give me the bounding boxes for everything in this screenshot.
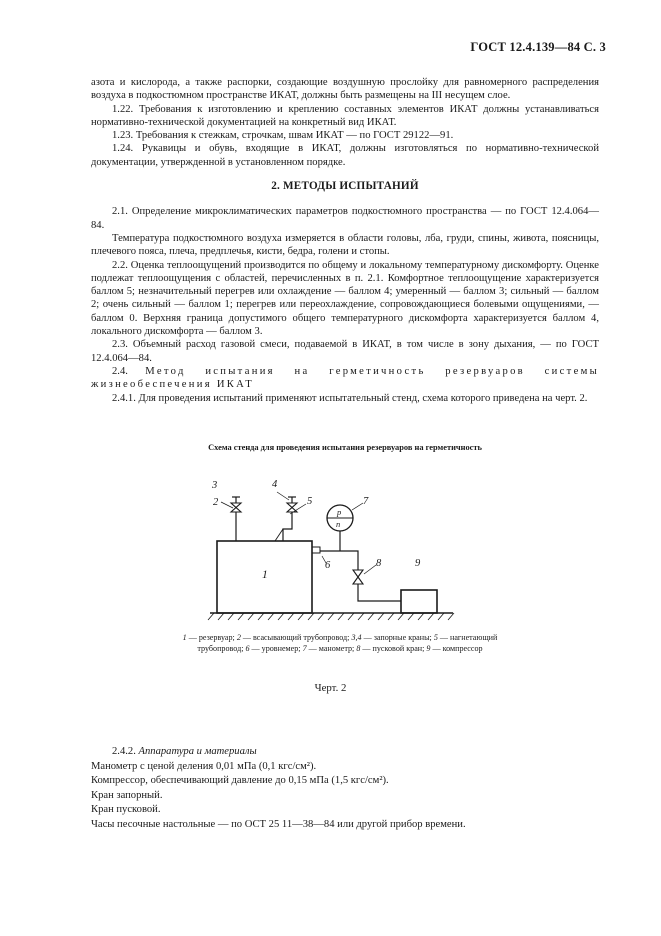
label-2: 2 [213, 497, 219, 508]
equipment-heading: 2.4.2. Аппаратура и материалы [112, 746, 257, 757]
section-title: 2. МЕТОДЫ ИСПЫТАНИЙ [271, 180, 419, 193]
label-4: 4 [272, 479, 278, 490]
paragraph-2-4-title: Метод испытания на герметичность резервуаров системы жизнеобеспечения ИКАТ [91, 365, 599, 391]
equipment-line: Часы песочные настольные — по ОСТ 25 11—38—84 или другой прибор времени. [91, 818, 466, 830]
label-1: 1 [262, 569, 268, 581]
figure-legend [170, 632, 510, 655]
label-7: 7 [363, 496, 369, 507]
paragraph-1-24: 1.24. Рукавицы и обувь, входящие в ИКАТ, должны изготовляться по нормативно-технической документации, утвержденной в установленном порядке. [91, 143, 599, 168]
equipment-line: Манометр с ценой деления 0,01 мПа (0,1 кгс/см²). [91, 760, 317, 772]
legend-item: 9 — компрессор [426, 644, 483, 654]
legend-item: 3,4 — запорные краны; [351, 633, 434, 642]
gauge-label-top: p [337, 507, 342, 517]
equipment-line: Компрессор, обеспечивающий давление до 0,15 мПа (1,5 кгс/см²). [91, 775, 389, 787]
figure-caption: Черт. 2 [314, 682, 347, 694]
legend-item: 7 — манометр; [302, 644, 357, 654]
level-gauge [312, 547, 320, 553]
legend-item: 6 — уровнемер; [245, 644, 303, 654]
discharge-pipe [283, 512, 292, 541]
equipment-line: Кран пусковой. [91, 804, 161, 816]
legend-item: 2 — всасывающий трубопровод; [236, 633, 352, 642]
paragraph-2-3: 2.3. Объемный расход газовой смеси, подаваемой в ИКАТ, в том числе в зону дыхания, — по ГОСТ 12.4.064—84. [91, 339, 599, 364]
paragraph-1-23: 1.23. Требования к стежкам, строчкам, швам ИКАТ — по ГОСТ 29122—91. [112, 130, 454, 142]
paragraph-2-1: 2.1. Определение микроклиматических параметров подкостюмного пространства — по ГОСТ 12.4.064—84. [91, 206, 599, 231]
gauge-label-bottom: п [336, 519, 341, 529]
equipment-section [91, 745, 599, 833]
compressor [401, 590, 437, 613]
label-6: 6 [325, 560, 331, 571]
paragraph-1-22: 1.22. Требования к изготовлению и креплению составных элементов ИКАТ должны устанавливаться нормативно-технической документацией на конкретный вид ИКАТ. [91, 103, 599, 128]
label-3: 3 [212, 480, 218, 491]
label-8: 8 [376, 558, 382, 569]
paragraph-temperature: Температура подкостюмного воздуха измеряется в области головы, лба, груди, спины, живота, поясницы, плечевого пояса, плеча, предплечья, кисти, бедра, голени и стопы. [91, 232, 599, 258]
legend-item: 1 — резервуар; [182, 633, 237, 642]
paragraph-2-4-number: 2.4. [112, 365, 128, 377]
paragraph-continuation: азота и кислорода, а также распорки, создающие воздушную прослойку для равномерного распределения воздуха в подкостюмном пространстве ИКАТ, должны быть размещены на III несущем слое. [91, 77, 599, 102]
figure-title: Схема стенда для проведения испытания резервуаров на герметичность [208, 443, 482, 452]
paragraph-2-4-1: 2.4.1. Для проведения испытаний применяют испытательный стенд, схема которого приведена на черт. 2. [112, 392, 588, 404]
legend-item: 8 — пусковой кран; [356, 644, 427, 654]
equipment-line: Кран запорный. [91, 789, 163, 801]
valve-8-icon [353, 570, 363, 584]
legend-item: 5 — нагнетающий трубопровод; [197, 633, 498, 654]
paragraph-2-2: 2.2. Оценка теплоощущений производится по общему и локальному температурному дискомфорту. Оценке подлежат теплоощущения с областей, перечисленных в п. 2.1. Комфортное теплоощущение характеризуется баллом 5; незначительный перегрев или охлаждение — баллом 4; умеренный — баллом 3; сильный — баллом 2; очень сильный — баллом 1; перегрев или переохлаждение, сопровождающиеся болевыми ощущениями, — баллом 0. Верхняя граница допустимого общего температурного дискомфорта характеризуется баллом 4, локального дискомфорта — баллом 3. [91, 259, 599, 338]
label-5: 5 [307, 496, 313, 507]
ground-hatching [208, 613, 454, 620]
label-9: 9 [415, 558, 421, 569]
page-header: ГОСТ 12.4.139—84 С. 3 [470, 40, 606, 54]
